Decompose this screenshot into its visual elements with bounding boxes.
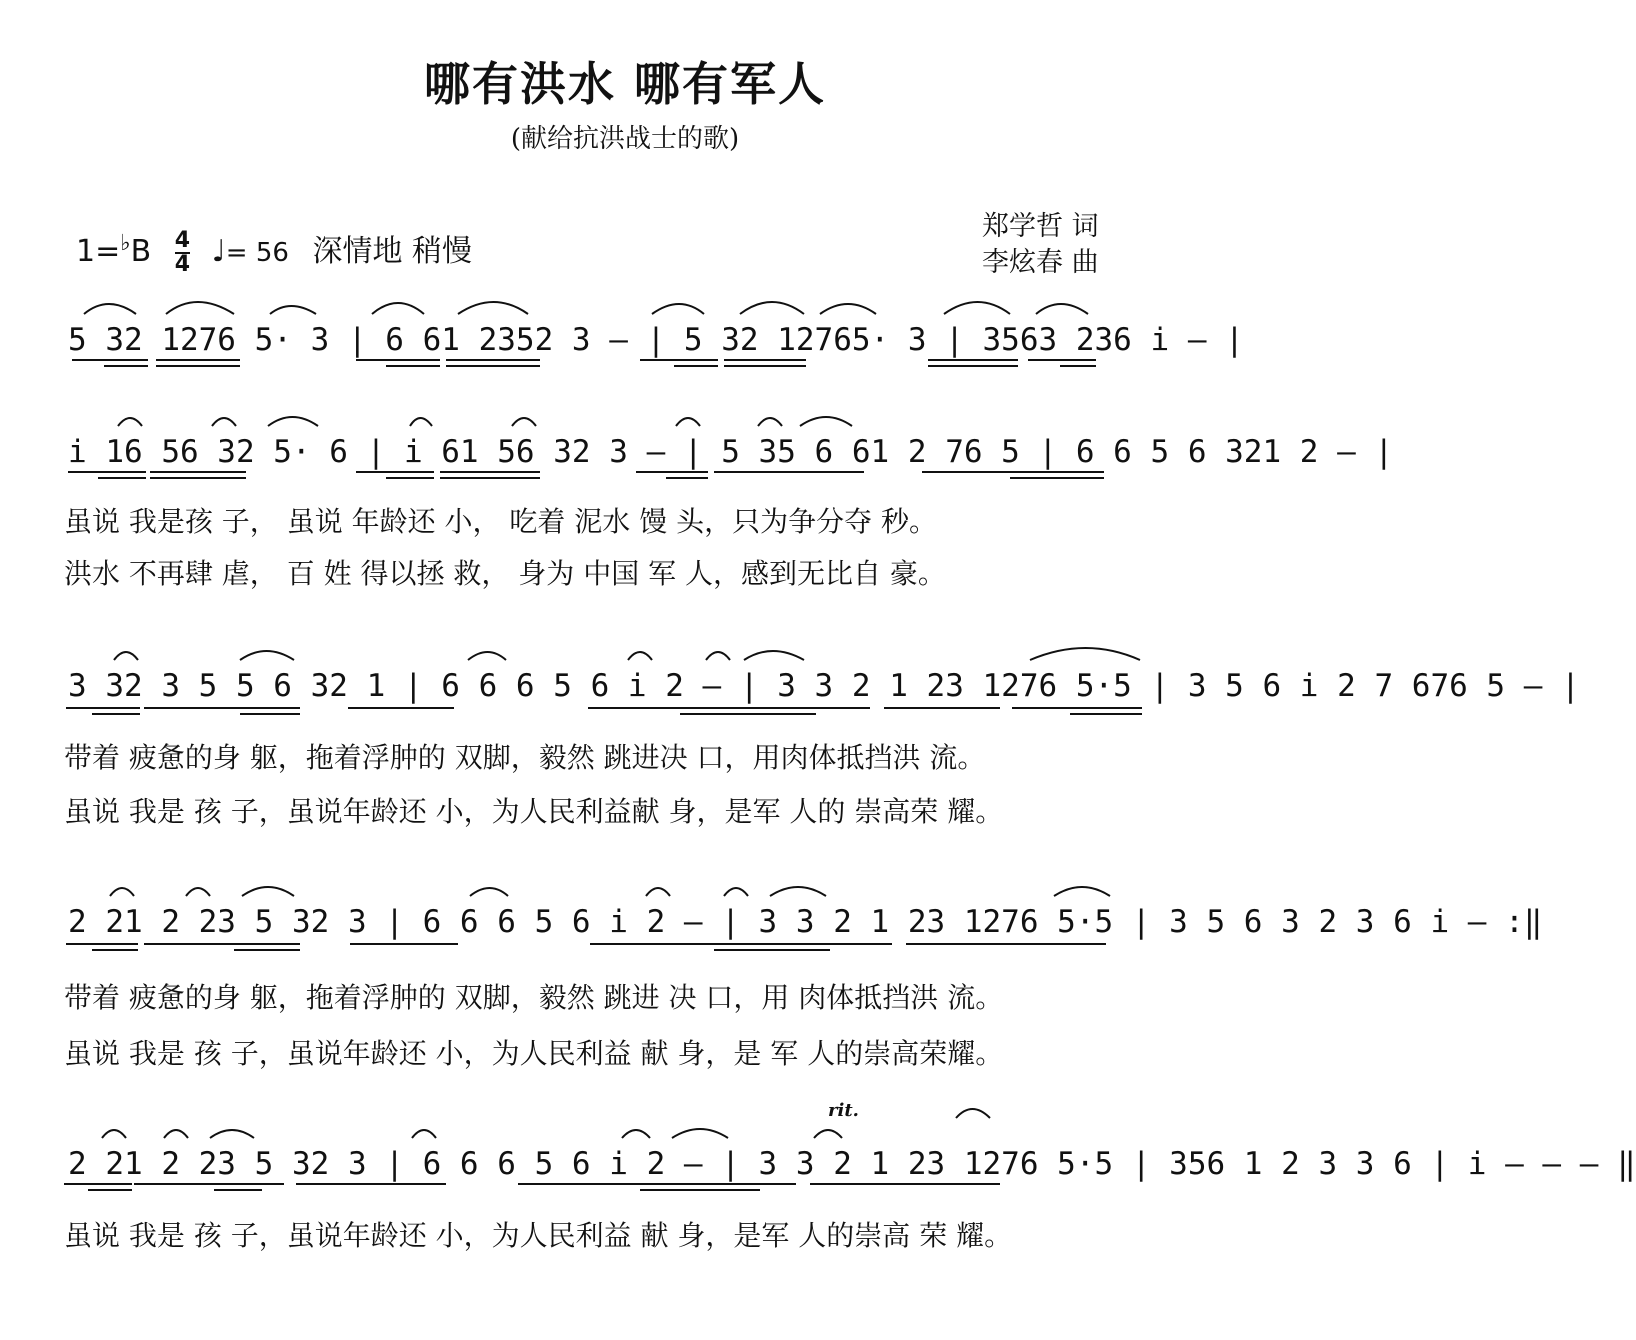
key-signature-label: 1= <box>76 234 121 269</box>
expression-marking: 深情地 稍慢 <box>312 234 473 269</box>
lyric-line-3-verse-1: 带着 疲惫的身 躯，拖着浮肿的 双脚，毅然 跳进决 口，用肉体抵挡洪 流。 <box>64 741 986 774</box>
notation-line-3: 3 32 3 5 5 6 32 1 | 6 6 6 5 6 i 2 – | 3 3 2 1 23 1276 5·5 | 3 5 6 i 2 7 676 5 – | <box>68 668 1580 704</box>
slurs <box>84 302 1140 1138</box>
notation-line-5: 2 21 2 23 5 32 3 | 6 6 6 5 6 i 2 – | 3 3 2 1 23 1276 5·5 | 356 1 2 3 3 6 | i – – – ‖ <box>68 1146 1636 1182</box>
lyric-line-4-verse-1: 带着 疲惫的身 躯，拖着浮肿的 双脚，毅然 跳进 决 口，用 肉体抵挡洪 流。 <box>64 981 1004 1014</box>
lyric-line-3-verse-2: 虽说 我是 孩 子，虽说年龄还 小，为人民利益献 身，是军 人的 崇高荣 耀。 <box>64 795 1004 828</box>
notation-line-1: 5 32 1276 5· 3 | 6 61 2352 3 – | 5 32 12765· 3 | 3563 236 i – | <box>68 322 1244 358</box>
tempo-value: = 56 <box>225 238 289 268</box>
composer-credit: 李炫春 曲 <box>982 247 1099 278</box>
time-signature-bottom: 4 <box>174 251 191 277</box>
key-note: B <box>130 234 152 269</box>
lyricist-credit: 郑学哲 词 <box>982 211 1099 242</box>
lyric-line-2-verse-1: 虽说 我是孩 子， 虽说 年龄还 小， 吃着 泥水 馒 头，只为争分夺 秒。 <box>64 505 938 538</box>
notation-line-4: 2 21 2 23 5 32 3 | 6 6 6 5 6 i 2 – | 3 3 2 1 23 1276 5·5 | 3 5 6 3 2 3 6 i – :‖ <box>68 904 1543 940</box>
time-signature-top: 4 <box>174 227 191 253</box>
song-title: 哪有洪水 哪有军人 <box>423 57 826 111</box>
underlines <box>64 360 1142 1190</box>
rit-marking: rit. <box>828 1100 859 1121</box>
notation-line-2: i 16 56 32 5· 6 | i 61 56 32 3 – | 5 35 6 61 2 76 5 | 6 6 5 6 321 2 – | <box>68 434 1394 470</box>
song-subtitle: (献给抗洪战士的歌) <box>510 124 740 154</box>
lyric-line-5-verse-1: 虽说 我是 孩 子，虽说年龄还 小，为人民利益 献 身，是军 人的崇高 荣 耀。 <box>64 1219 1013 1252</box>
lyric-line-4-verse-2: 虽说 我是 孩 子，虽说年龄还 小，为人民利益 献 身，是 军 人的崇高荣耀。 <box>64 1037 1004 1070</box>
lyric-line-2-verse-2: 洪水 不再肆 虐， 百 姓 得以拯 救， 身为 中国 军 人，感到无比自 豪。 <box>64 557 946 590</box>
quarter-note-icon: ♩ <box>211 234 226 269</box>
flat-sign: ♭ <box>120 231 131 256</box>
